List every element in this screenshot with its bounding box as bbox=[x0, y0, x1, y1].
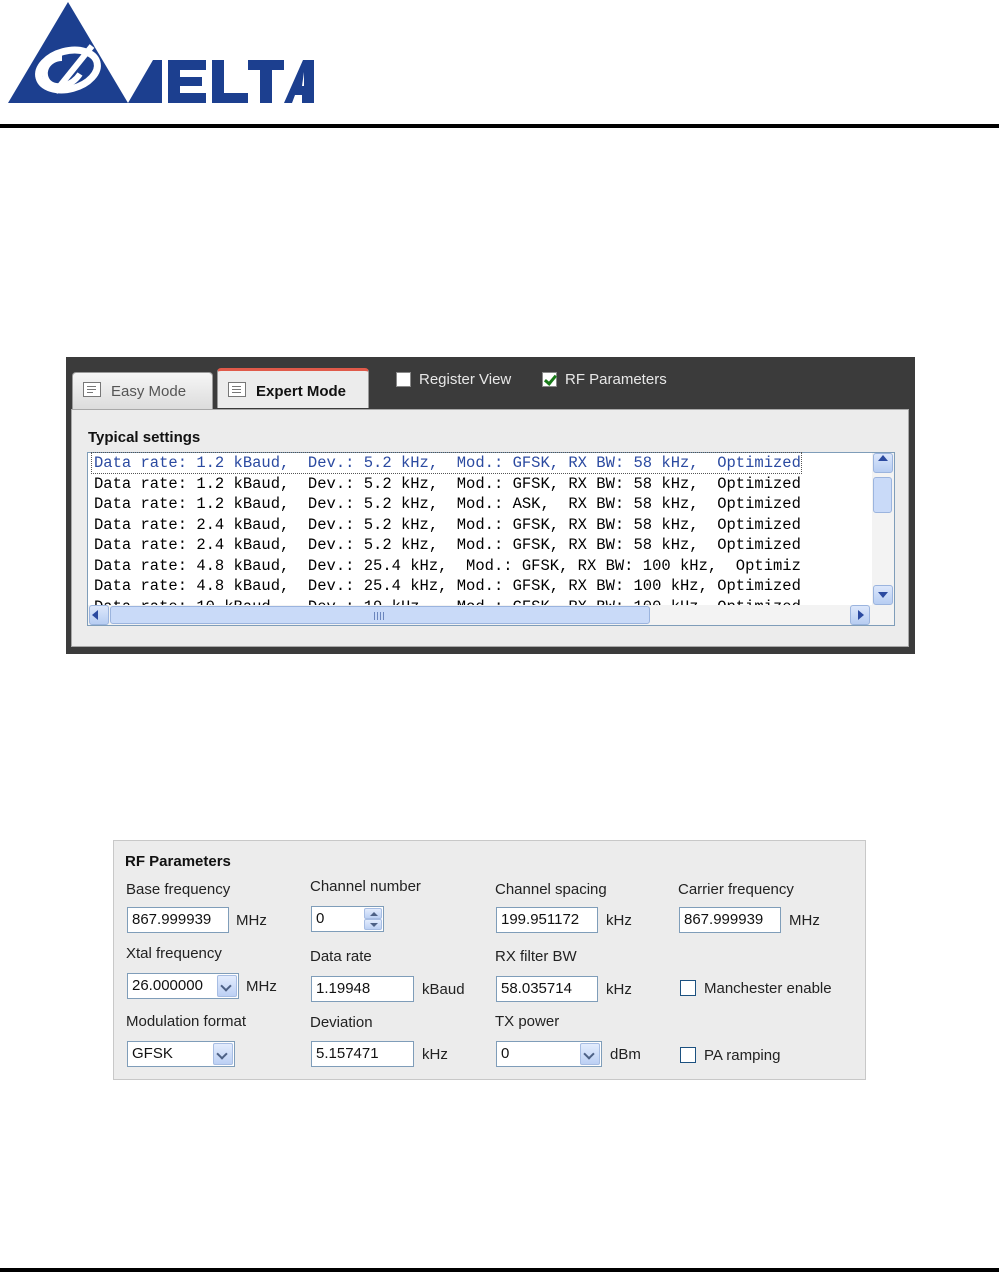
channel-number-label: Channel number bbox=[310, 878, 421, 895]
channel-spacing-unit: kHz bbox=[606, 912, 632, 929]
logo-letter-a bbox=[284, 60, 314, 103]
vertical-scrollbar[interactable] bbox=[872, 453, 894, 605]
chevron-down-icon[interactable] bbox=[217, 975, 237, 997]
tx-power-unit: dBm bbox=[610, 1046, 641, 1063]
manchester-enable-label: Manchester enable bbox=[704, 980, 832, 997]
data-rate-unit: kBaud bbox=[422, 981, 465, 998]
footer-rule bbox=[0, 1268, 999, 1272]
chevron-down-icon[interactable] bbox=[580, 1043, 600, 1065]
mode-tabbar bbox=[66, 357, 915, 409]
channel-spacing-field[interactable]: 199.951172 bbox=[496, 907, 598, 933]
expert-mode-icon bbox=[228, 382, 246, 397]
typical-settings-list[interactable] bbox=[87, 452, 895, 626]
data-rate-label: Data rate bbox=[310, 948, 372, 965]
tx-power-value: 0 bbox=[501, 1045, 510, 1062]
rx-filter-bw-label: RX filter BW bbox=[495, 948, 577, 965]
xtal-frequency-unit: MHz bbox=[246, 978, 277, 995]
logo-letter-e bbox=[168, 60, 206, 103]
delta-logo bbox=[0, 0, 320, 112]
grip-mark bbox=[377, 612, 378, 620]
base-frequency-label: Base frequency bbox=[126, 881, 231, 898]
arrow-left-icon bbox=[92, 610, 98, 620]
xtal-frequency-value: 26.000000 bbox=[132, 977, 203, 994]
tx-power-label: TX power bbox=[495, 1013, 560, 1030]
data-rate-field[interactable]: 1.19948 bbox=[311, 976, 414, 1002]
channel-number-value: 0 bbox=[316, 910, 325, 927]
xtal-frequency-label: Xtal frequency bbox=[126, 945, 222, 962]
spinner-buttons[interactable] bbox=[364, 908, 382, 930]
pa-ramping-label: PA ramping bbox=[704, 1047, 781, 1064]
logo-letter-l bbox=[212, 60, 248, 103]
spin-down-icon[interactable] bbox=[364, 919, 382, 930]
carrier-frequency-label: Carrier frequency bbox=[678, 881, 794, 898]
scroll-up-button[interactable] bbox=[873, 453, 893, 473]
deviation-unit: kHz bbox=[422, 1046, 448, 1063]
list-item[interactable]: Data rate: 2.4 kBaud, Dev.: 5.2 kHz, Mod.: GFSK, RX BW: 58 kHz, Optimized bbox=[94, 516, 801, 534]
arrow-down-icon bbox=[878, 592, 888, 598]
scroll-down-button[interactable] bbox=[873, 585, 893, 605]
list-item[interactable]: Data rate: 1.2 kBaud, Dev.: 5.2 kHz, Mod.: GFSK, RX BW: 58 kHz, Optimized bbox=[94, 454, 801, 472]
tab-expert-mode-label: Expert Mode bbox=[256, 383, 347, 400]
register-view-label: Register View bbox=[419, 371, 512, 388]
carrier-frequency-unit: MHz bbox=[789, 912, 820, 929]
tx-power-select[interactable] bbox=[496, 1041, 602, 1067]
rf-parameters-checkbox[interactable] bbox=[542, 371, 682, 389]
tab-easy-mode-label: Easy Mode bbox=[111, 383, 187, 400]
chevron-down-icon[interactable] bbox=[213, 1043, 233, 1065]
modulation-format-label: Modulation format bbox=[126, 1013, 247, 1030]
grip-mark bbox=[374, 612, 375, 620]
list-item[interactable]: Data rate: 1.2 kBaud, Dev.: 5.2 kHz, Mod.: ASK, RX BW: 58 kHz, Optimized bbox=[94, 495, 801, 513]
channel-number-spinner[interactable] bbox=[311, 906, 384, 932]
horizontal-scrollbar[interactable] bbox=[88, 605, 894, 625]
tab-expert-mode[interactable] bbox=[217, 368, 369, 408]
channel-spacing-label: Channel spacing bbox=[495, 881, 607, 898]
scroll-right-button[interactable] bbox=[850, 605, 870, 625]
list-item[interactable]: Data rate: 4.8 kBaud, Dev.: 25.4 kHz, Mod.: GFSK, RX BW: 100 kHz, Optimiz bbox=[94, 557, 801, 575]
list-item[interactable]: Data rate: 1.2 kBaud, Dev.: 5.2 kHz, Mod.: GFSK, RX BW: 58 kHz, Optimized bbox=[94, 475, 801, 493]
vertical-scroll-thumb[interactable] bbox=[873, 477, 892, 513]
pa-ramping-checkbox[interactable] bbox=[680, 1047, 696, 1063]
typical-settings-screenshot bbox=[66, 357, 915, 654]
base-frequency-field[interactable]: 867.999939 bbox=[127, 907, 229, 933]
easy-mode-icon bbox=[83, 382, 101, 397]
rf-parameters-label: RF Parameters bbox=[565, 371, 667, 388]
rf-parameters-screenshot bbox=[113, 840, 866, 1080]
rf-parameters-title: RF Parameters bbox=[125, 853, 231, 870]
tab-easy-mode[interactable] bbox=[72, 372, 213, 409]
typical-settings-rows bbox=[88, 453, 868, 605]
list-item[interactable]: Data rate: 2.4 kBaud, Dev.: 5.2 kHz, Mod.: GFSK, RX BW: 58 kHz, Optimized bbox=[94, 536, 801, 554]
xtal-frequency-select[interactable] bbox=[127, 973, 239, 999]
arrow-up-icon bbox=[878, 455, 888, 461]
grip-mark bbox=[380, 612, 381, 620]
register-view-box[interactable] bbox=[396, 372, 411, 387]
deviation-label: Deviation bbox=[310, 1014, 373, 1031]
scroll-left-button[interactable] bbox=[89, 605, 109, 625]
header-rule bbox=[0, 124, 999, 128]
register-view-checkbox[interactable] bbox=[396, 371, 536, 389]
list-item[interactable]: Data rate: 4.8 kBaud, Dev.: 25.4 kHz, Mod.: GFSK, RX BW: 100 kHz, Optimized bbox=[94, 577, 801, 595]
rx-filter-bw-unit: kHz bbox=[606, 981, 632, 998]
manchester-enable-checkbox[interactable] bbox=[680, 980, 696, 996]
typical-settings-body bbox=[71, 409, 909, 647]
grip-mark bbox=[383, 612, 384, 620]
horizontal-scroll-thumb[interactable] bbox=[110, 606, 650, 624]
rf-parameters-box[interactable] bbox=[542, 372, 557, 387]
modulation-format-select[interactable] bbox=[127, 1041, 235, 1067]
spin-up-icon[interactable] bbox=[364, 908, 382, 919]
modulation-format-value: GFSK bbox=[132, 1045, 173, 1062]
rx-filter-bw-field[interactable]: 58.035714 bbox=[496, 976, 598, 1002]
typical-settings-title: Typical settings bbox=[88, 429, 201, 446]
logo-letter-t bbox=[248, 60, 284, 103]
base-frequency-unit: MHz bbox=[236, 912, 267, 929]
deviation-field[interactable]: 5.157471 bbox=[311, 1041, 414, 1067]
arrow-right-icon bbox=[858, 610, 864, 620]
carrier-frequency-field[interactable]: 867.999939 bbox=[679, 907, 781, 933]
